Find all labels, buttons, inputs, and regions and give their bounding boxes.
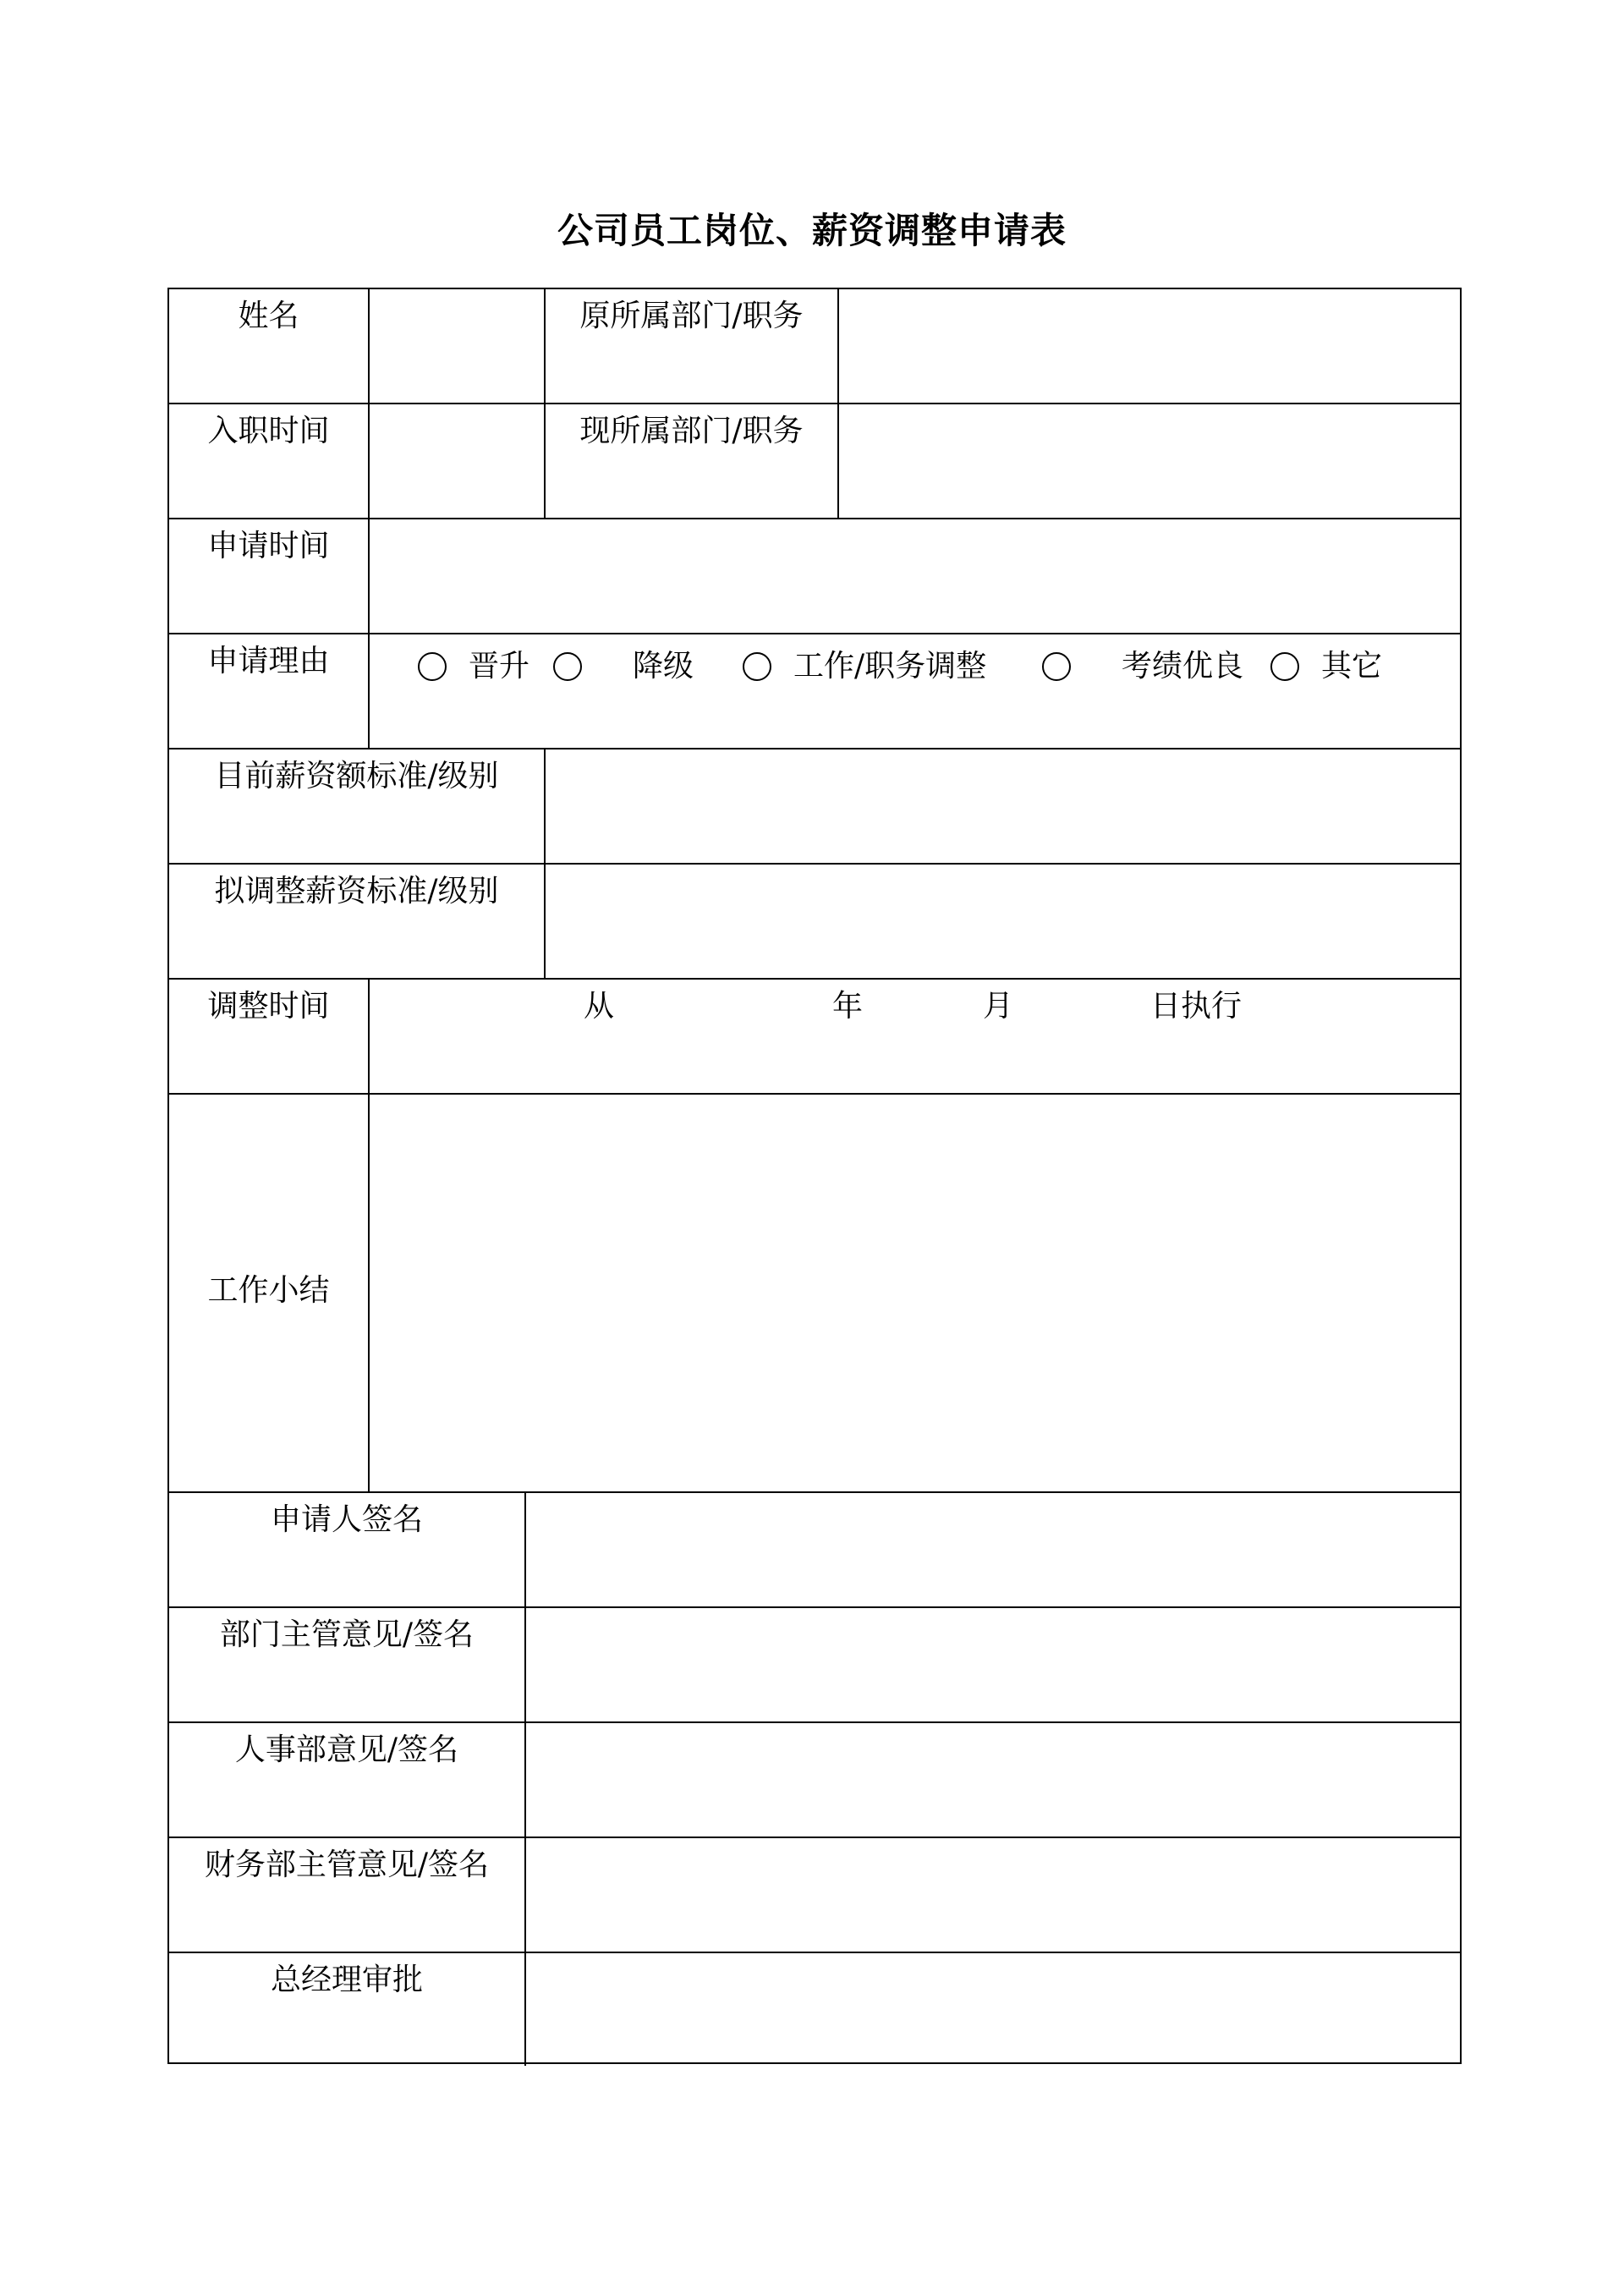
applicant-sign-field[interactable] xyxy=(526,1493,1462,1606)
hire-date-field[interactable] xyxy=(370,404,544,518)
applicant-sign-label: 申请人签名 xyxy=(270,1502,423,1537)
apply-date-field[interactable] xyxy=(370,519,1462,633)
cur-dept-field[interactable] xyxy=(839,404,1462,518)
name-label: 姓名 xyxy=(238,299,299,333)
reason-option-job-change[interactable]: 工作/职务调整 xyxy=(743,646,986,687)
hr-label: 人事部意见/签名 xyxy=(234,1732,459,1767)
proposed-salary-field[interactable] xyxy=(546,865,1462,978)
work-summary-field[interactable] xyxy=(370,1095,1462,1491)
cur-dept-label: 现所属部门/职务 xyxy=(579,414,804,448)
reason-option-merit[interactable]: 考绩优良 xyxy=(1042,646,1243,687)
reason-options xyxy=(169,634,1383,694)
hire-date-label: 入职时间 xyxy=(207,414,330,448)
current-salary-field[interactable] xyxy=(546,749,1462,863)
reason-option-promotion[interactable]: 晋升 xyxy=(418,646,529,687)
dept-head-label: 部门主管意见/签名 xyxy=(219,1617,475,1652)
name-field[interactable] xyxy=(370,289,544,403)
apply-date-label: 申请时间 xyxy=(207,529,330,563)
gm-field[interactable] xyxy=(526,1953,1462,2064)
adjust-time-label: 调整时间 xyxy=(207,989,330,1024)
adjust-time-year: 年 xyxy=(832,989,864,1024)
gm-label: 总经理审批 xyxy=(270,1963,423,1997)
orig-dept-field[interactable] xyxy=(839,289,1462,403)
radio-circle-icon[interactable] xyxy=(743,652,771,681)
radio-circle-icon[interactable] xyxy=(1042,652,1071,681)
hr-field[interactable] xyxy=(526,1723,1462,1837)
adjust-time-month: 月 xyxy=(983,989,1014,1024)
orig-dept-label: 原所属部门/职务 xyxy=(579,299,804,333)
work-summary-label: 工作小结 xyxy=(207,1273,330,1308)
radio-circle-icon[interactable] xyxy=(1270,652,1299,681)
finance-label: 财务部主管意见/签名 xyxy=(204,1848,490,1882)
current-salary-label: 目前薪资额标准/级别 xyxy=(214,759,499,793)
reason-option-demotion[interactable]: 降级 xyxy=(553,646,694,687)
finance-field[interactable] xyxy=(526,1838,1462,1952)
proposed-salary-label: 拟调整薪资标准/级别 xyxy=(214,874,499,909)
radio-circle-icon[interactable] xyxy=(553,652,582,681)
reason-option-other[interactable]: 其它 xyxy=(1270,646,1382,687)
adjust-time-day: 日执行 xyxy=(1150,989,1243,1024)
reason-label: 申请理由 xyxy=(207,644,330,678)
adjustment-form xyxy=(167,288,1462,2064)
radio-circle-icon[interactable] xyxy=(418,652,447,681)
form-title: 公司员工岗位、薪资调整申请表 xyxy=(557,210,1067,251)
dept-head-field[interactable] xyxy=(526,1608,1462,1721)
adjust-time-from: 从 xyxy=(584,989,615,1024)
